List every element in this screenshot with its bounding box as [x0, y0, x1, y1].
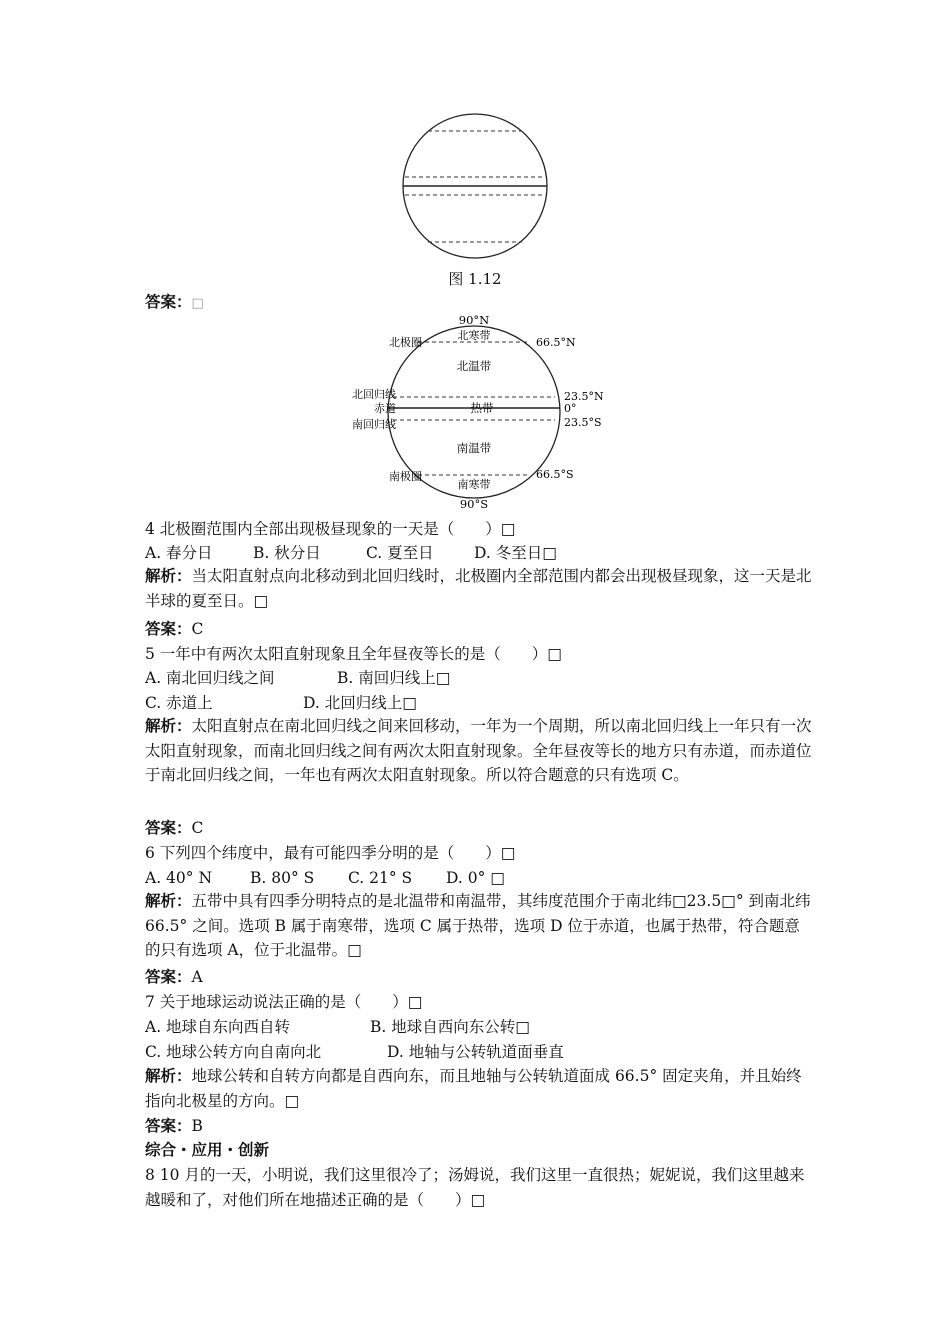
answer-label: 答案： [145, 968, 192, 986]
label-23-5s: 23.5°S [564, 416, 602, 429]
q6-stem: 6 下列四个纬度中，最有可能四季分明的是（ ）□ [145, 844, 516, 862]
figure-caption: 图 1.12 [448, 270, 502, 288]
q5-option-b: B. 南回归线上□ [337, 669, 451, 687]
q5-analysis [145, 714, 815, 788]
figure-1-12-globe [395, 110, 555, 262]
q5-options-row1 [145, 666, 450, 690]
zone-south-temperate: 南温带 [456, 441, 492, 455]
label-0: 0° [564, 402, 577, 415]
q7-analysis [145, 1064, 815, 1113]
label-23-5n: 23.5°N [564, 390, 604, 403]
q6-analysis [145, 889, 815, 963]
q6-answer-value: A [191, 968, 203, 986]
q6-option-c: C. 21° S [348, 869, 413, 887]
q4-stem: 4 北极圈范围内全部出现极昼现象的一天是（ ）□ [145, 520, 516, 538]
q7-answer [145, 1114, 203, 1138]
q7-options-row1 [145, 1015, 530, 1039]
q5-answer-value: C [191, 819, 204, 837]
q7-option-d: D. 地轴与公转轨道面垂直 [387, 1043, 564, 1061]
q4-analysis-text: 当太阳直射点向北移动到北回归线时，北极圈内全部范围内都会出现极昼现象，这一天是北半球的夏至日。□ [145, 567, 812, 610]
q6-option-d: D. 0° □ [446, 869, 505, 887]
label-66-5n: 66.5°N [536, 336, 576, 349]
q4-option-c: C. 夏至日 [366, 544, 434, 562]
answer-value: □ [191, 296, 204, 311]
q7-stem: 7 关于地球运动说法正确的是（ ）□ [145, 993, 423, 1011]
label-90n: 90°N [458, 313, 490, 327]
five-zones-diagram [330, 312, 620, 512]
zone-south-frigid: 南寒带 [457, 478, 491, 491]
q4-option-d: D. 冬至日□ [474, 544, 557, 562]
q6-option-b: B. 80° S [250, 869, 315, 887]
analysis-label: 解析： [145, 892, 192, 910]
analysis-label: 解析： [145, 717, 192, 735]
label-90s: 90°S [459, 497, 489, 511]
zone-tropical: 热带 [470, 401, 494, 415]
answer-1 [145, 290, 204, 316]
q7-analysis-text: 地球公转和自转方向都是自西向东，而且地轴与公转轨道面成 66.5° 固定夹角，并且始终指向北极星的方向。□ [145, 1067, 802, 1110]
q5-answer [145, 816, 203, 840]
q6-options [145, 866, 505, 890]
section-title: 综合・应用・创新 [145, 1141, 270, 1159]
label-equator: 赤道 [374, 402, 396, 415]
q5-options-row2 [145, 691, 417, 715]
q4-option-b: B. 秋分日 [253, 544, 321, 562]
q5-option-d: D. 北回归线上□ [303, 694, 417, 712]
q7-option-a: A. 地球自东向西自转 [145, 1018, 291, 1036]
q6-option-a: A. 40° N [145, 869, 213, 887]
q7-option-c: C. 地球公转方向自南向北 [145, 1043, 322, 1061]
q4-answer-value: C [191, 620, 204, 638]
answer-label: 答案： [145, 293, 192, 311]
label-antarctic-circle: 南极圈 [389, 470, 422, 483]
label-tropic-cancer: 北回归线 [352, 388, 396, 401]
label-66-5s: 66.5°S [536, 468, 574, 481]
answer-label: 答案： [145, 620, 192, 638]
q7-options-row2 [145, 1040, 564, 1064]
q5-stem: 5 一年中有两次太阳直射现象且全年昼夜等长的是（ ）□ [145, 645, 562, 663]
answer-label: 答案： [145, 819, 192, 837]
analysis-label: 解析： [145, 1067, 192, 1085]
label-tropic-capricorn: 南回归线 [352, 418, 396, 431]
zone-north-frigid: 北寒带 [457, 329, 491, 342]
q6-answer [145, 965, 203, 989]
q5-option-a: A. 南北回归线之间 [145, 669, 275, 687]
q4-option-a: A. 春分日 [145, 544, 213, 562]
q7-answer-value: B [191, 1117, 203, 1135]
q8-stem: 8 10 月的一天，小明说，我们这里很冷了；汤姆说，我们这里一直很热；妮妮说，我们这里越来越暖和了，对他们所在地描述正确的是（ ）□ [145, 1166, 805, 1209]
zone-north-temperate: 北温带 [456, 359, 492, 373]
label-arctic-circle: 北极圈 [389, 336, 422, 349]
q5-option-c: C. 赤道上 [145, 694, 213, 712]
q7-option-b: B. 地球自西向东公转□ [370, 1018, 530, 1036]
q6-analysis-text: 五带中具有四季分明特点的是北温带和南温带，其纬度范围介于南北纬□23.5□° 到南北纬 66.5° 之间。选项 B 属于南寒带，选项 C 属于热带，选项 D 位于赤道，也属于热带，符合题意的只有选项 A，位于北温带。□ [145, 892, 811, 959]
q4-options [145, 541, 557, 565]
q5-analysis-text: 太阳直射点在南北回归线之间来回移动，一年为一个周期，所以南北回归线上一年只有一次太阳直射现象，而南北回归线之间有两次太阳直射现象。全年昼夜等长的地方只有赤道，而赤道位于南北回归线之间，一年也有两次太阳直射现象。所以符合题意的只有选项 C。 [145, 717, 812, 784]
q4-answer [145, 617, 203, 641]
analysis-label: 解析： [145, 567, 192, 585]
answer-label: 答案： [145, 1117, 192, 1135]
q4-analysis [145, 564, 815, 613]
